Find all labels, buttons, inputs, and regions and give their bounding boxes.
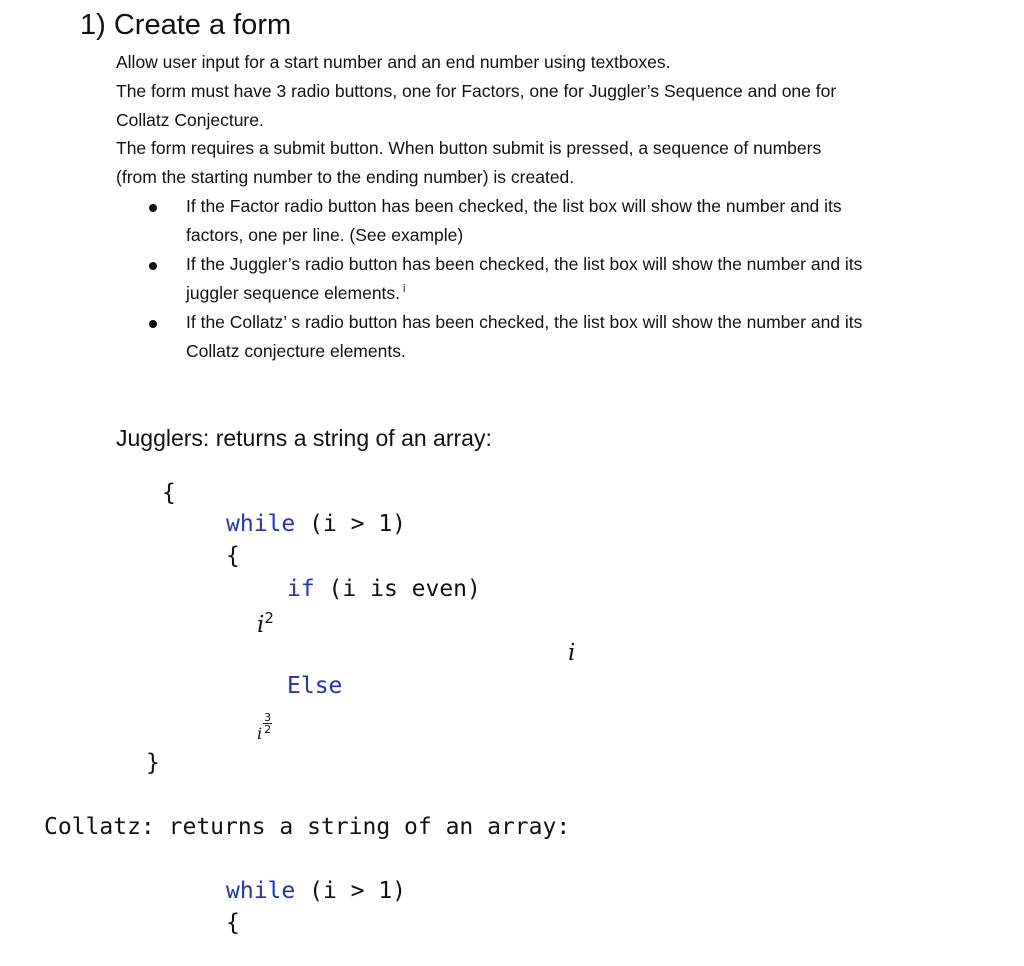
paragraph-line-5: (from the starting number to the ending number) is created. [116,167,575,187]
even-base: i [257,612,265,638]
while-keyword: while [226,878,296,904]
jugglers-if-line [287,576,481,602]
bullet-factors-line-2: factors, one per line. (See example) [186,225,464,245]
collatz-title: Collatz: returns a string of an array: [44,814,571,840]
fraction-denominator: 2 [264,723,272,736]
jugglers-inner-brace: { [226,543,240,569]
while-condition: (i > 1) [295,878,407,904]
bullet-juggler-text: juggler sequence elements. [186,283,401,303]
jugglers-close-brace: } [146,750,160,776]
even-formula [257,609,274,638]
jugglers-open-brace: { [162,480,176,506]
else-keyword-text: Else [287,673,343,699]
bullet-dot-icon [149,204,157,212]
if-condition: (i is even) [314,576,481,602]
paragraph-line-2: The form must have 3 radio buttons, one for Factors, one for Juggler’s Sequence and one for [116,81,837,101]
bullet-collatz-line-1: If the Collatz’ s radio button has been checked, the list box will show the number and its [186,312,863,332]
collatz-while-line [226,878,406,904]
odd-exponent-fraction [263,712,272,735]
paragraph-line-1: Allow user input for a start number and an end number using textboxes. [116,52,671,72]
paragraph-line-3: Collatz Conjecture. [116,110,264,130]
odd-formula [257,712,272,743]
endnote-marker[interactable]: i [403,283,406,295]
jugglers-while-line [226,511,406,537]
bullet-juggler-line-1: If the Juggler’s radio button has been checked, the list box will show the number and its [186,254,863,274]
even-exponent: 2 [264,609,274,627]
paragraph-line-4: The form requires a submit button. When button submit is pressed, a sequence of numbers [116,138,822,158]
while-keyword: while [226,511,296,537]
bullet-juggler-line-2 [186,283,405,304]
page-heading: 1) Create a form [80,9,292,41]
fraction-numerator: 3 [264,711,272,724]
bullet-dot-icon [149,320,157,328]
jugglers-title: Jugglers: returns a string of an array: [116,425,492,451]
bullet-factors-line-1: If the Factor radio button has been checked, the list box will show the number and its [186,196,842,216]
bullet-collatz-line-2: Collatz conjecture elements. [186,341,406,361]
i-symbol: i [568,640,576,666]
bullet-dot-icon [149,262,157,270]
odd-base: i [257,724,263,743]
collatz-open-brace: { [226,910,240,936]
while-condition: (i > 1) [295,511,407,537]
else-keyword [287,673,342,699]
if-keyword: if [287,576,315,602]
